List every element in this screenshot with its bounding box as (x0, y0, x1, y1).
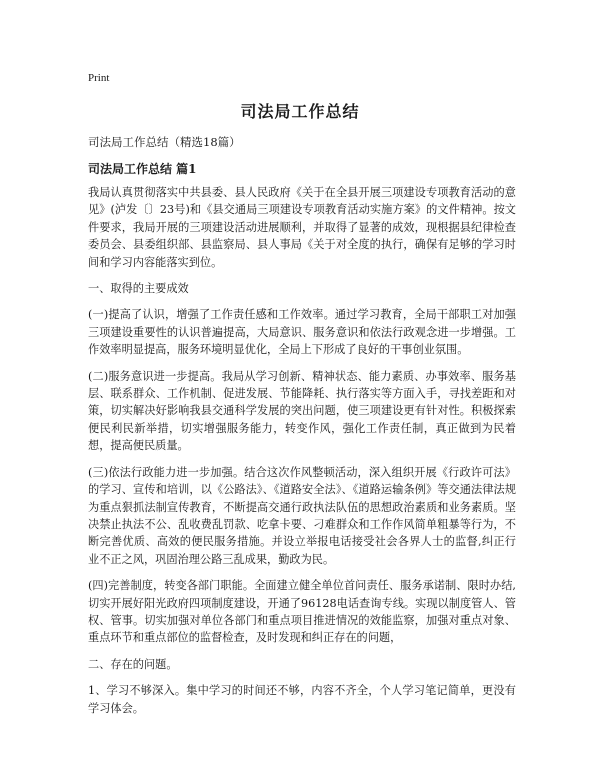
section-heading: 司法局工作总结 篇1 (88, 162, 197, 176)
paragraph-problem-1: 1、学习不够深入。集中学习的时间还不够，内容不齐全，个人学习笔记简单，更没有学习体会。 (88, 684, 516, 715)
paragraph-item-3: (三)依法行政能力进一步加强。结合这次作风整顿活动，深入组织开展《行政许可法》的学习、宣传和培训，以《公路法》、《道路安全法》、《道路运输条例》等交通法律法规为重点狠抓法制宣传教育，不断提高交通行政执法队伍的思想政治素质和业务素质。坚决禁止执法不公、乱收费乱罚款、吃拿卡要、刁难群众和工作作风简单粗暴等行为，不断完善优质、高效的便民服务措施。并设立举报电话接受社会各界人士的监督,纠正行业不正之风，巩固治理公路三乱成果，勤政为民。 (88, 465, 516, 566)
document-subtitle: 司法局工作总结（精选18篇） (88, 135, 241, 149)
heading-problems: 二、存在的问题。 (88, 657, 178, 671)
heading-achievements: 一、取得的主要成效 (88, 282, 189, 296)
paragraph-item-4: (四)完善制度，转变各部门职能。全面建立健全单位首问责任、服务承诺制、限时办结,切实开展好阳光政府四项制度建设，开通了96128电话查询专线。实现以制度管人、管权、管事。切实加强对单位各部门和重点项目推进情况的效能监察，加强对重点对象、重点环节和重点部位的监督检查，及时发现和纠正存在的问题， (88, 579, 516, 645)
paragraph-item-1: (一)提高了认识，增强了工作责任感和工作效率。通过学习教育，全局干部职工对加强三项建设重要性的认识普遍提高，大局意识、服务意识和依法行政观念进一步增强。工作效率明显提高，服务环境明显优化，全局上下形成了良好的干事创业氛围。 (88, 308, 516, 357)
document-title: 司法局工作总结 (240, 102, 360, 121)
document-body (88, 184, 516, 726)
print-label: Print (88, 72, 110, 84)
paragraph-intro: 我局认真贯彻落实中共县委、县人民政府《关于在全县开展三项建设专项教育活动的意见》(泸发〔〕23号)和《县交通局三项建设专项教育活动实施方案》的文件精神。按文件要求，我局开展的三项建设活动进展顺利，并取得了显著的成效，现根据县纪律检查委员会、县委组织部、县监察局、县人事局《关于对全度的执行，确保有足够的学习时间和学习内容能落实到位。 (88, 186, 516, 269)
paragraph-item-2: (二)服务意识进一步提高。我局从学习创新、精神状态、能力素质、办事效率、服务基层、联系群众、工作机制、促进发展、节能降耗、执行落实等方面入手，寻找差距和对策，切实解决好影响我县交通科学发展的突出问题，使三项建设更有针对性。积极探索便民利民新举措，切实增强服务能力，转变作风，强化工作责任制，真正做到为民着想，提高便民质量。 (88, 369, 516, 453)
